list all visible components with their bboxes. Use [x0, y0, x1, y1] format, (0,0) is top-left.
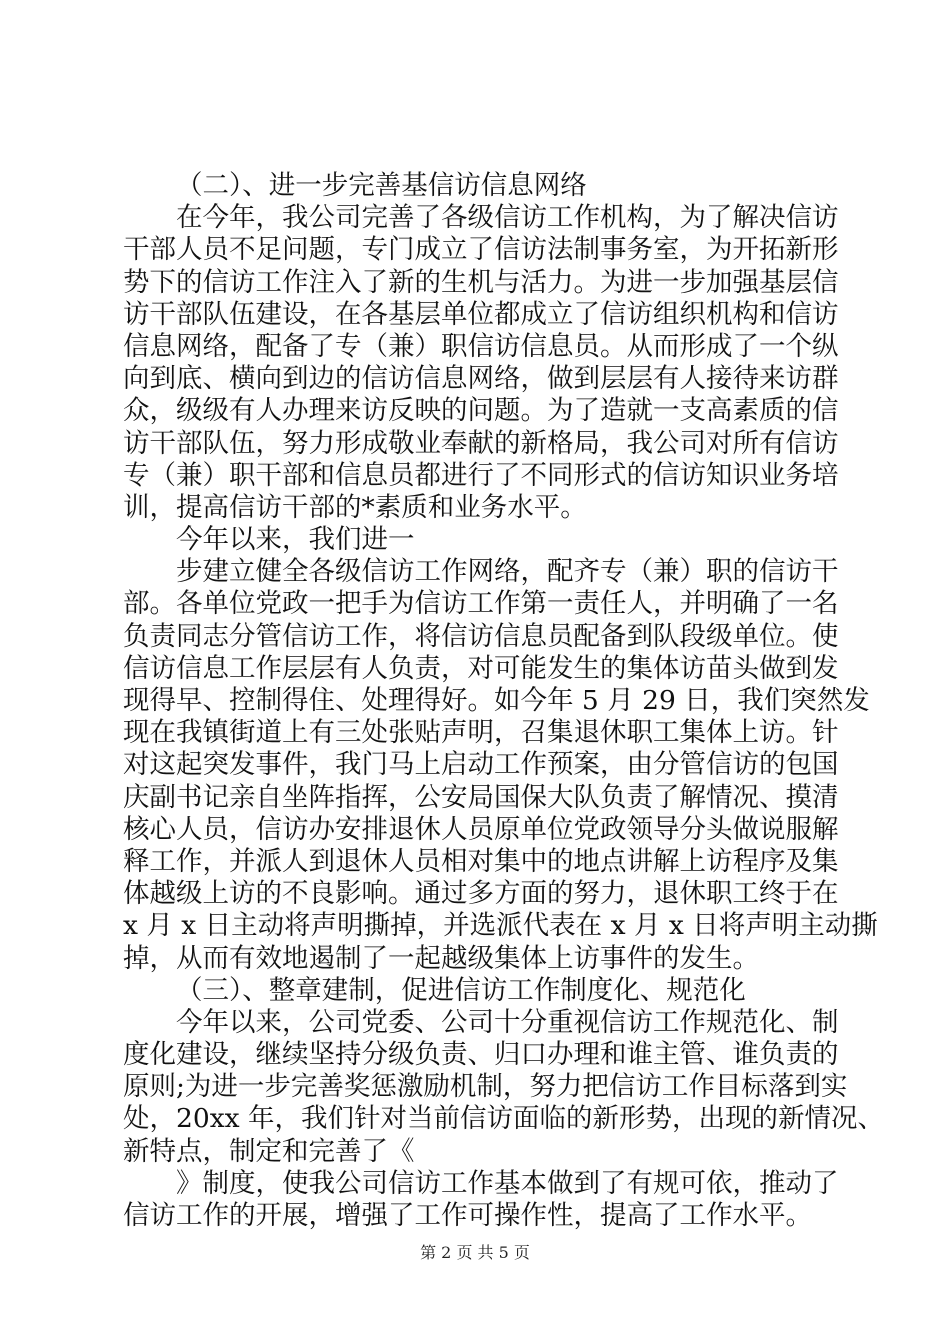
- text-line: 庆副书记亲自坐阵指挥，公安局国保大队负责了解情况、摸清: [123, 781, 839, 813]
- text-line: 信访信息工作层层有人负责，对可能发生的集体访苗头做到发: [123, 652, 839, 684]
- text-line: 势下的信访工作注入了新的生机与活力。为进一步加强基层信: [123, 266, 839, 298]
- text-line: 向到底、横向到边的信访信息网络，做到层层有人接待来访群: [123, 363, 839, 395]
- text-line: 现得早、控制得住、处理得好。如今年 5 月 29 日，我们突然发: [123, 685, 870, 716]
- text-line: 负责同志分管信访工作，将信访信息员配备到队段级单位。使: [123, 620, 839, 652]
- text-line: 干部人员不足问题，专门成立了信访法制事务室，为开拓新形: [123, 234, 839, 266]
- text-line: x 月 x 日主动将声明撕掉，并选派代表在 x 月 x 日将声明主动撕: [123, 910, 878, 942]
- text-line: 原则;为进一步完善奖惩激励机制，努力把信访工作目标落到实: [123, 1071, 848, 1103]
- text-line: 步建立健全各级信访工作网络，配齐专（兼）职的信访干: [176, 556, 839, 588]
- text-line: 今年以来，我们进一: [176, 524, 415, 556]
- text-line: 众，级级有人办理来访反映的问题。为了造就一支高素质的信: [123, 395, 839, 427]
- text-line: 信息网络，配备了专（兼）职信访信息员。从而形成了一个纵: [123, 330, 839, 362]
- text-line: 访干部队伍，努力形成敬业奉献的新格局，我公司对所有信访: [123, 427, 839, 459]
- text-line: 释工作，并派人到退休人员相对集中的地点讲解上访程序及集: [123, 845, 839, 877]
- text-line: 信访工作的开展，增强了工作可操作性，提高了工作水平。: [123, 1200, 812, 1231]
- text-line: 在今年，我公司完善了各级信访工作机构，为了解决信访: [176, 202, 839, 234]
- text-line: 处，20xx 年，我们针对当前信访面临的新形势，出现的新情况、: [123, 1103, 885, 1135]
- text-line: （三）、整章建制，促进信访工作制度化、规范化: [176, 974, 746, 1006]
- text-line: 现在我镇街道上有三处张贴声明，召集退休职工集体上访。针: [123, 717, 839, 749]
- text-line: 对这起突发事件，我门马上启动工作预案，由分管信访的包国: [123, 749, 839, 781]
- text-line: 体越级上访的不良影响。通过多方面的努力，退休职工终于在: [123, 878, 839, 910]
- page-footer: 第 2 页 共 5 页: [420, 1243, 530, 1262]
- text-line: 掉，从而有效地遏制了一起越级集体上访事件的发生。: [123, 942, 759, 974]
- text-line: 核心人员，信访办安排退休人员原单位党政领导分头做说服解: [123, 813, 839, 845]
- document-body: [123, 170, 885, 1232]
- text-line: 》制度，使我公司信访工作基本做到了有规可依，推动了: [176, 1167, 839, 1199]
- text-line: 新特点，制定和完善了《: [123, 1135, 415, 1167]
- text-line: 访干部队伍建设，在各基层单位都成立了信访组织机构和信访: [123, 298, 839, 330]
- text-line: 专（兼）职干部和信息员都进行了不同形式的信访知识业务培: [123, 459, 839, 491]
- text-line: 今年以来，公司党委、公司十分重视信访工作规范化、制: [176, 1006, 839, 1038]
- text-line: 部。各单位党政一把手为信访工作第一责任人，并明确了一名: [123, 588, 839, 620]
- text-line: 度化建设，继续坚持分级负责、归口办理和谁主管、谁负责的: [123, 1039, 839, 1071]
- text-line: 训，提高信访干部的*素质和业务水平。: [123, 491, 587, 523]
- text-line: （二）、进一步完善基信访信息网络: [176, 170, 587, 201]
